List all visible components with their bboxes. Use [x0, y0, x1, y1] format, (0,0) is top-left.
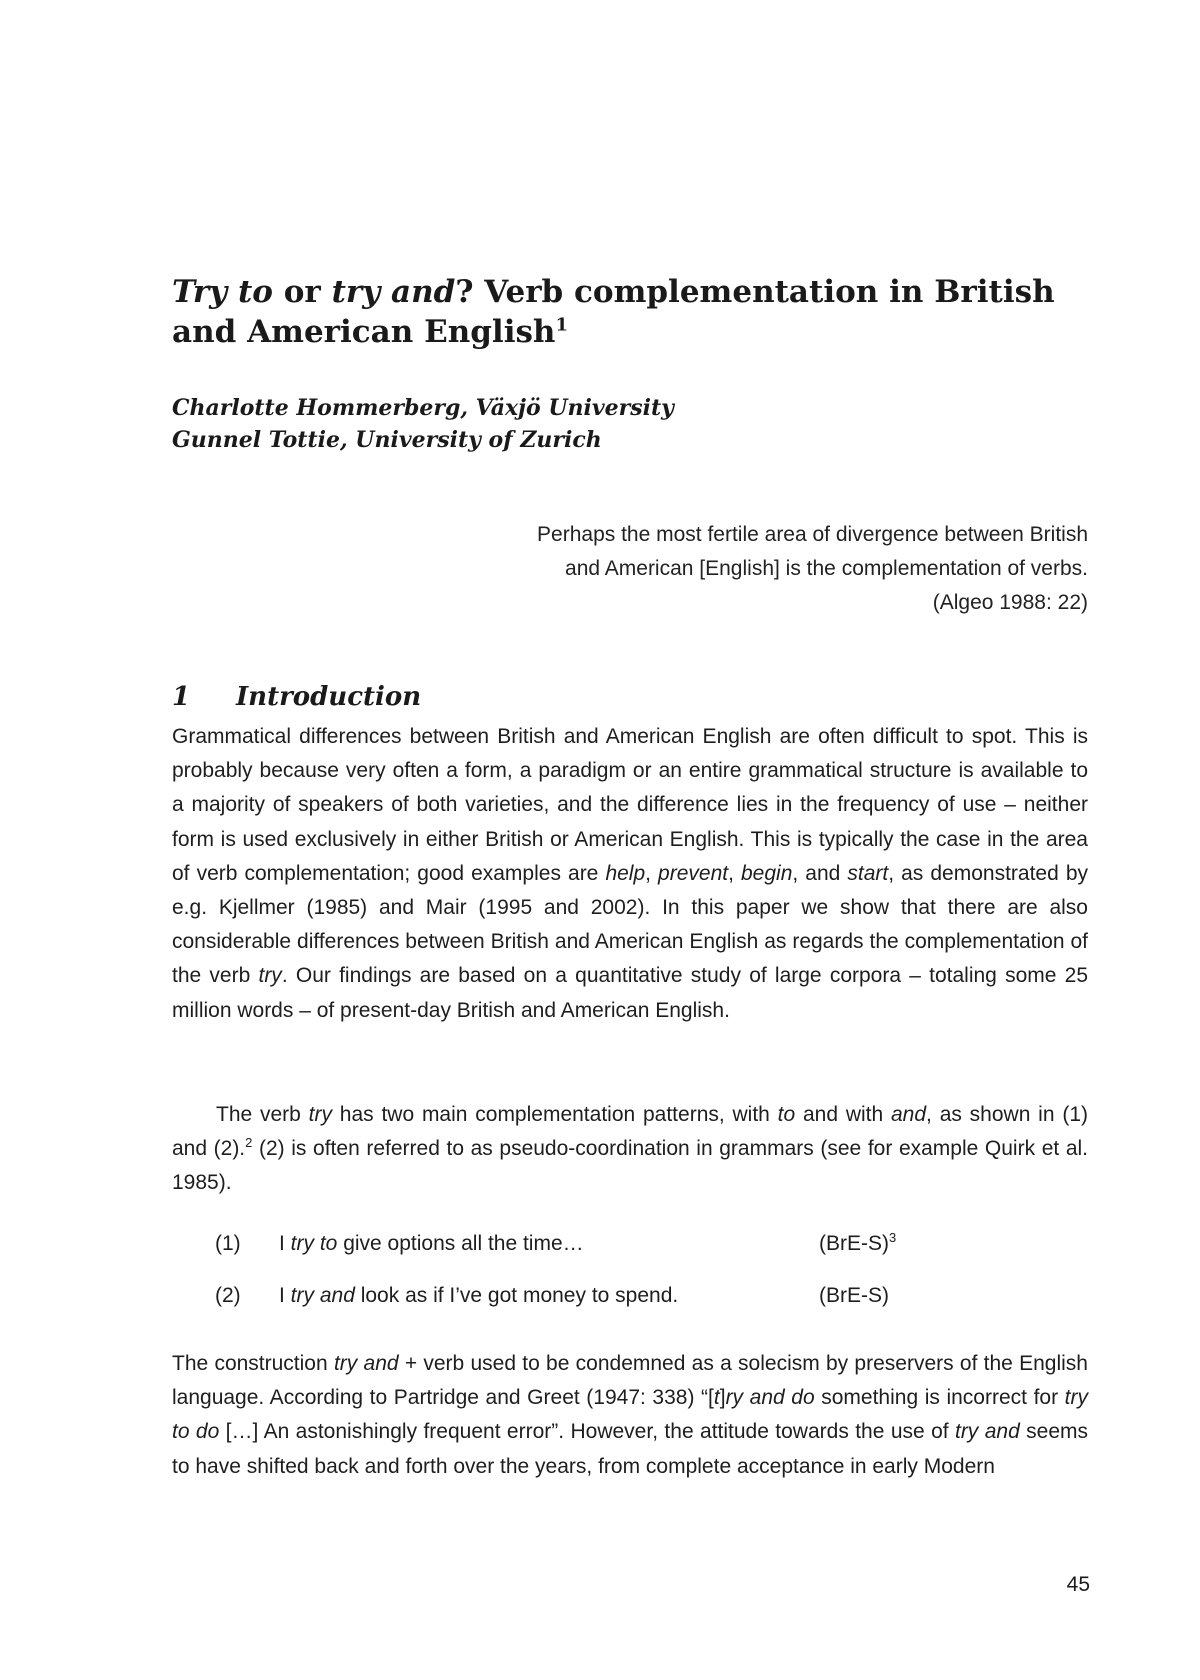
text-run: (2) is often referred to as pseudo-coordination in grammars (see for example Quirk et al. 1985). — [172, 1137, 1088, 1195]
author-line: Charlotte Hommerberg, Växjö University — [172, 395, 674, 421]
italic-term: to — [777, 1103, 796, 1126]
italic-term: try and — [333, 1352, 399, 1375]
footnote-marker: 2 — [245, 1135, 253, 1151]
paragraph-patterns — [172, 1098, 1088, 1201]
example-number: (2) — [215, 1284, 241, 1307]
text-run: give options all the time… — [337, 1232, 584, 1255]
text-run: , — [728, 861, 741, 885]
article-title — [172, 272, 1092, 352]
title-italic-try-and: try and — [331, 274, 456, 310]
text-run: + verb used to be condemned as a solecism by preservers of the English language. According to Partridge and Greet (1947: 338) “[ — [172, 1352, 1088, 1410]
example-source: (BrE-S) — [819, 1284, 889, 1307]
epigraph-line: Perhaps the most fertile area of divergence between British — [537, 523, 1088, 546]
italic-term: help — [605, 861, 646, 885]
text-run: , as shown in (1) and (2). — [172, 1103, 1088, 1161]
text-run: look as if I’ve got money to spend. — [354, 1284, 679, 1307]
text-run: has two main complementation patterns, with — [331, 1103, 778, 1126]
author-line: Gunnel Tottie, University of Zurich — [172, 427, 602, 453]
text-run: , — [645, 861, 659, 885]
text-run: seems to have shifted back and forth over the years, from complete acceptance in early Modern — [172, 1420, 1088, 1478]
text-run: and with — [795, 1103, 891, 1126]
example-number: (1) — [215, 1232, 241, 1255]
text-run: The verb — [216, 1103, 309, 1126]
italic-term: prevent — [658, 861, 729, 885]
section-number: 1 — [172, 682, 191, 712]
page-number: 45 — [1066, 1573, 1090, 1596]
italic-term: try to do — [172, 1386, 1088, 1444]
italic-term: try — [308, 1103, 332, 1126]
text-run: The construction — [172, 1352, 334, 1375]
author-list — [172, 392, 674, 456]
section-title: Introduction — [236, 682, 422, 712]
title-footnote-marker: 1 — [555, 314, 568, 336]
text-run: Grammatical differences between British and American English are often difficult to spot. This is probably because very often a form, a paradigm or an entire grammatical structure is available to a majority of speakers of both varieties, and the difference lies in the frequency of use – neither form is used exclusively in either British or American English. This is typically the case in the area of verb complementation; good examples are — [172, 725, 1088, 885]
example-source: (BrE-S) — [819, 1232, 889, 1255]
text-run: […] An astonishingly frequent error”. However, the attitude towards the use of — [219, 1420, 955, 1444]
text-run: , as demonstrated by e.g. Kjellmer (1985) and Mair (1995 and 2002). In this paper we show that there are also considerable differences between British and American English as regards the complementation of the verb — [172, 861, 1089, 988]
epigraph-line: and American [English] is the complementation of verbs. — [565, 557, 1088, 580]
example-text — [279, 1279, 819, 1313]
text-run: something is incorrect for — [814, 1386, 1065, 1410]
italic-term: t — [713, 1386, 720, 1410]
epigraph-source: (Algeo 1988: 22) — [932, 591, 1088, 614]
title-rest: ? Verb complementation in British and American English — [172, 274, 1055, 350]
section-heading — [172, 680, 421, 714]
title-italic-try-to: Try to — [172, 274, 273, 310]
italic-term: start — [847, 861, 889, 885]
text-run: I — [279, 1232, 291, 1255]
italic-term: try — [258, 964, 282, 988]
paragraph-construction — [172, 1347, 1088, 1484]
italic-term: try and — [954, 1420, 1020, 1444]
italic-term: and — [891, 1103, 927, 1126]
text-run: , and — [792, 861, 848, 885]
example-text — [279, 1227, 819, 1261]
italic-term: try and — [290, 1284, 355, 1307]
text-run: . Our findings are based on a quantitative study of large corpora – totaling some 25 million words – of present-day British and American English. — [172, 964, 1089, 1022]
text-run: ] — [719, 1386, 726, 1410]
footnote-marker: 3 — [889, 1230, 897, 1245]
italic-term: ry and do — [725, 1386, 815, 1410]
example-1 — [215, 1227, 896, 1261]
paragraph-intro — [172, 720, 1088, 1028]
title-or: or — [272, 274, 332, 310]
italic-term: try to — [290, 1232, 338, 1255]
example-2 — [215, 1279, 889, 1313]
text-run: I — [279, 1284, 291, 1307]
epigraph — [300, 518, 1088, 620]
italic-term: begin — [741, 861, 793, 885]
